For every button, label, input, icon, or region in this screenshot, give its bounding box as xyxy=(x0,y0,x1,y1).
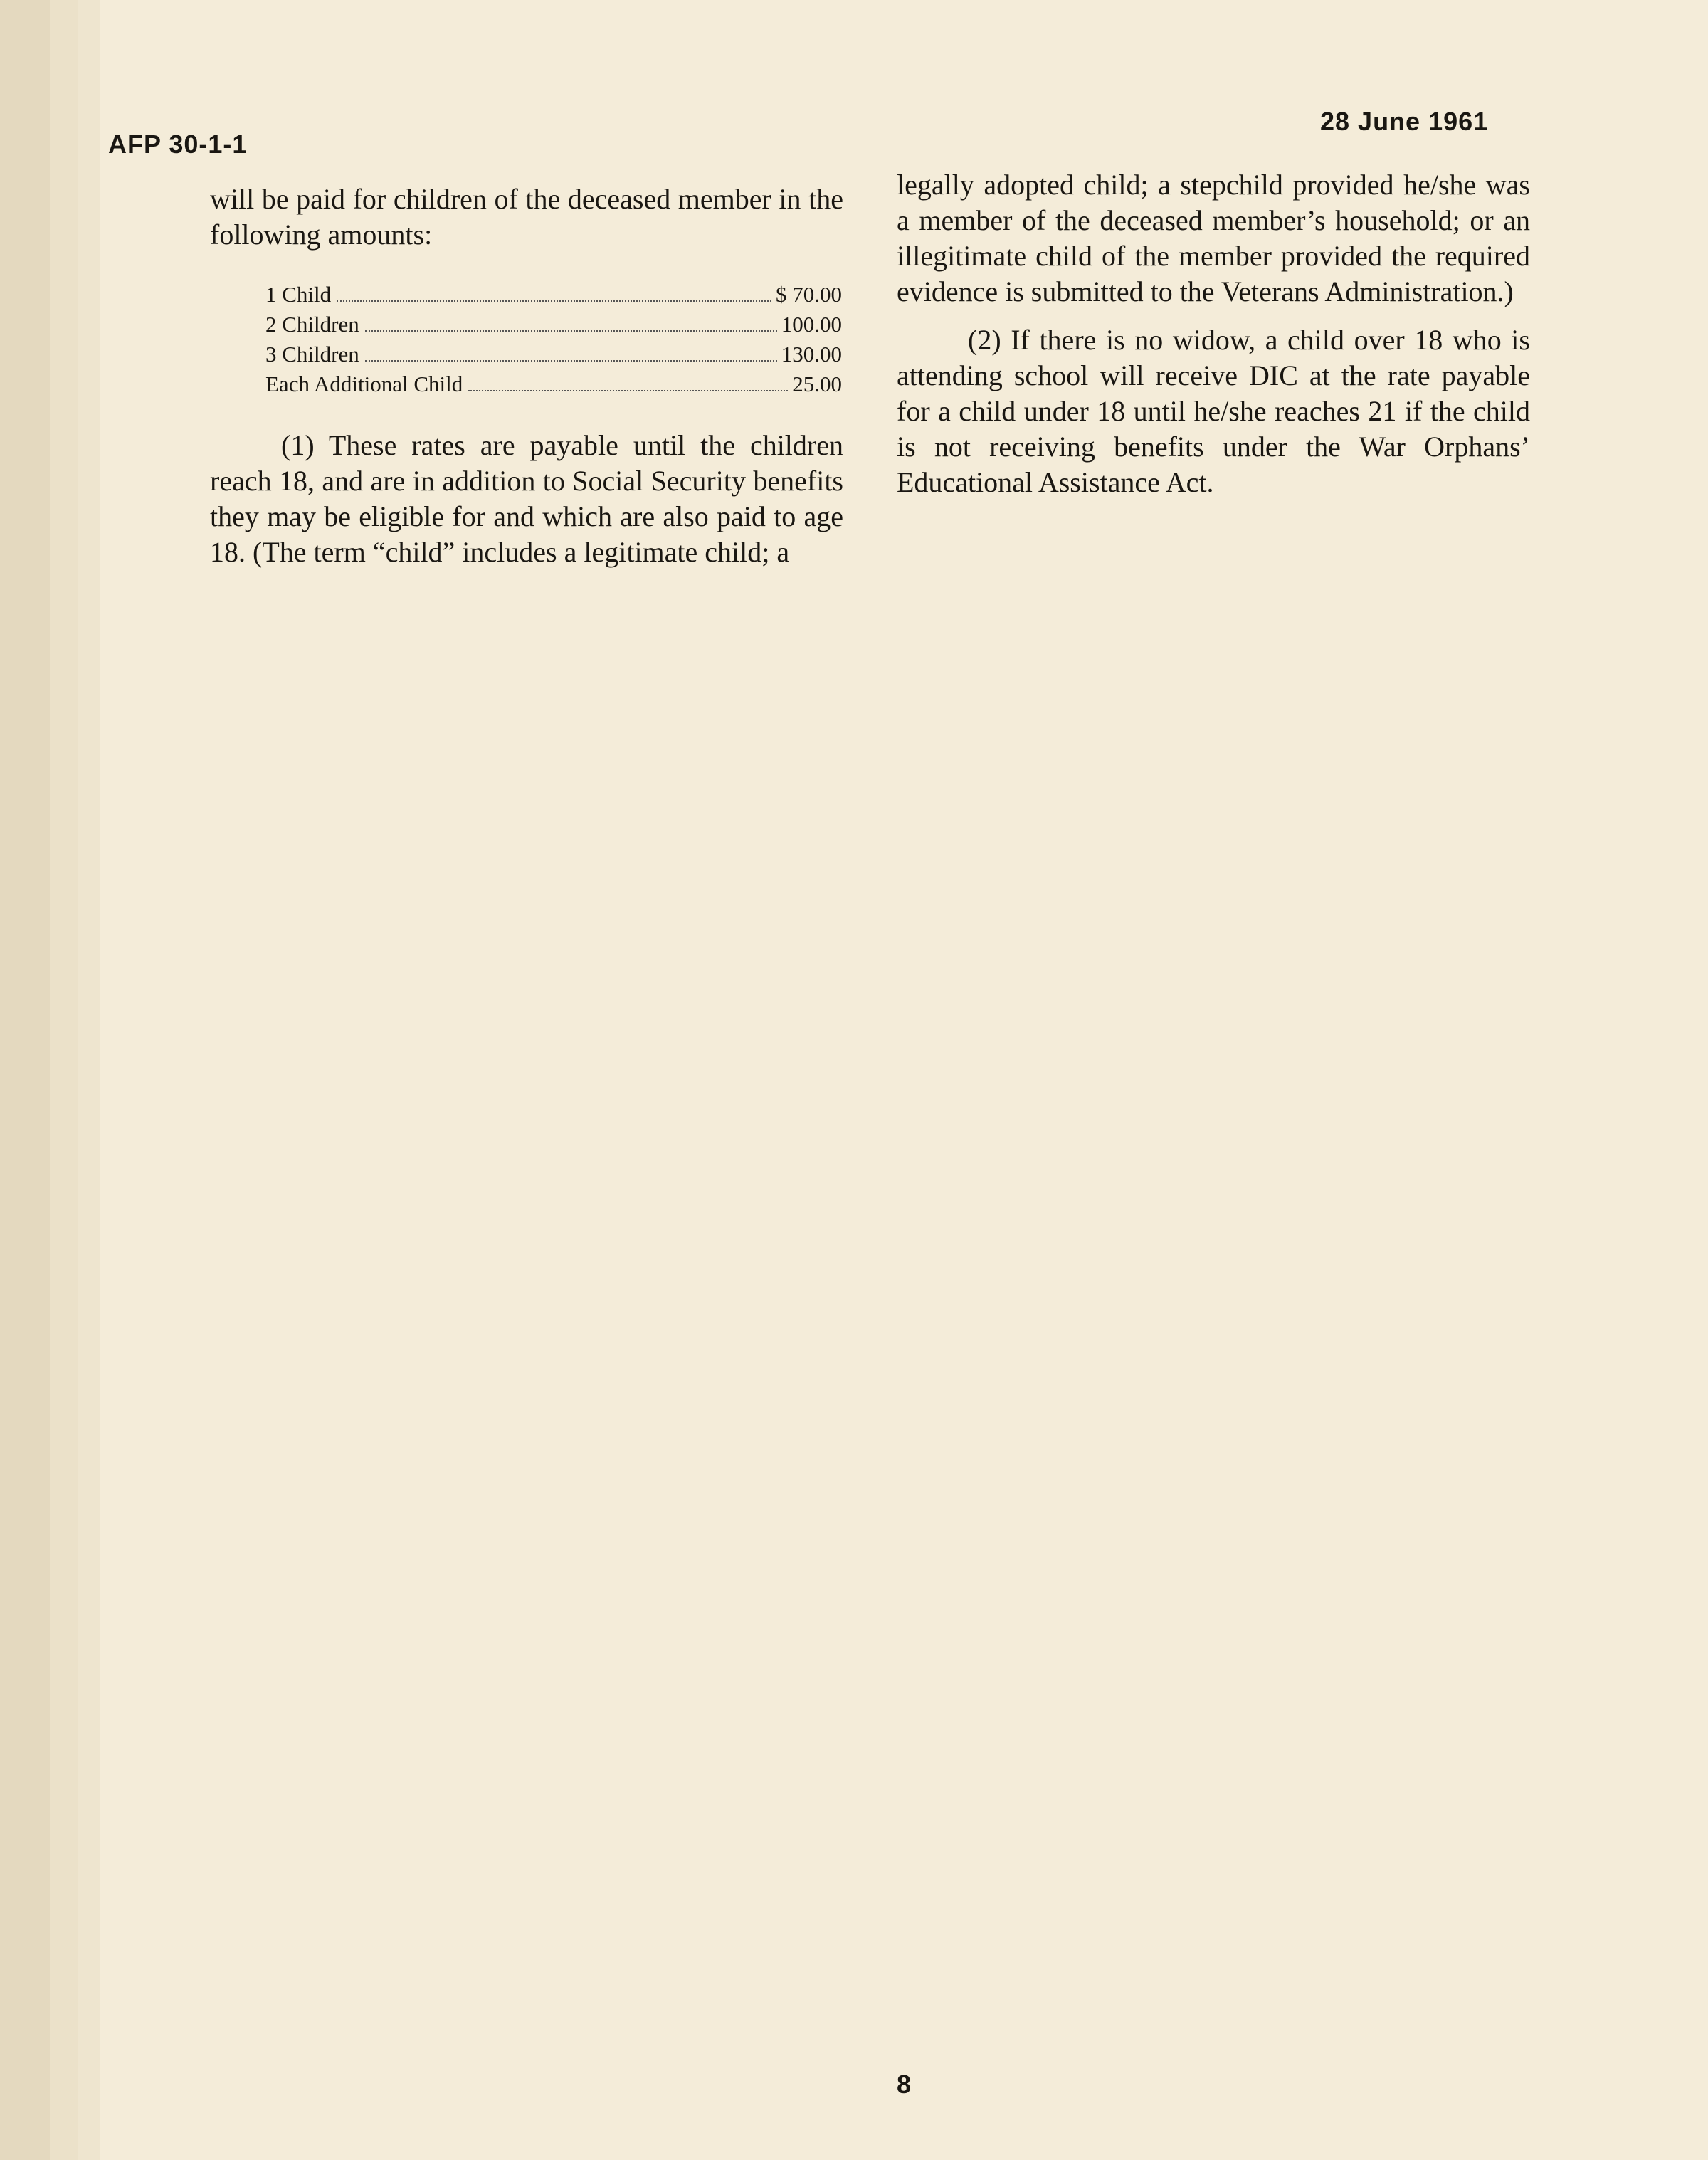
document-date: 28 June 1961 xyxy=(1320,107,1489,136)
rate-label: Each Additional Child xyxy=(265,372,463,396)
rate-table xyxy=(265,280,842,399)
rate-amount: 130.00 xyxy=(781,342,842,367)
page-edge xyxy=(78,0,101,2160)
left-column xyxy=(210,181,843,570)
rate-row xyxy=(265,339,842,369)
rate-amount: 25.00 xyxy=(792,372,842,396)
leader-dots xyxy=(337,300,771,302)
paragraph-1: (1) These rates are payable until the children reach 18, and are in addition to Social Security benefits they may be eligible for and which are also paid to age 18. (The term “child” includes a legitimate child; a xyxy=(210,429,843,568)
rate-label: 2 Children xyxy=(265,312,359,337)
rate-row xyxy=(265,280,842,310)
rate-amount: 100.00 xyxy=(781,312,842,337)
rate-label: 3 Children xyxy=(265,342,359,367)
rate-amount: $ 70.00 xyxy=(776,282,842,307)
intro-text: will be paid for children of the deceased member in the following amounts: xyxy=(210,183,843,251)
leader-dots xyxy=(365,360,777,362)
leader-dots xyxy=(468,390,788,391)
page-edge xyxy=(50,0,80,2160)
rate-label: 1 Child xyxy=(265,282,332,307)
rate-row xyxy=(265,369,842,399)
leader-dots xyxy=(365,330,777,332)
right-column xyxy=(897,167,1530,500)
document-id: AFP 30-1-1 xyxy=(108,130,248,159)
rate-row xyxy=(265,310,842,339)
paragraph-2: (2) If there is no widow, a child over 18 who is attending school will receive DIC at the rate payable for a child under 18 until he/she reaches 21 if the child is not receiving benefits under the War Orphans’ Educational Assistance Act. xyxy=(897,324,1530,498)
page-number: 8 xyxy=(897,2070,912,2099)
continuation-text: legally adopted child; a stepchild provided he/she was a member of the deceased member’s household; or an illegitimate child of the member provided the required evidence is submitted to the Veterans Administration.) xyxy=(897,169,1530,307)
page-edge xyxy=(0,0,51,2160)
